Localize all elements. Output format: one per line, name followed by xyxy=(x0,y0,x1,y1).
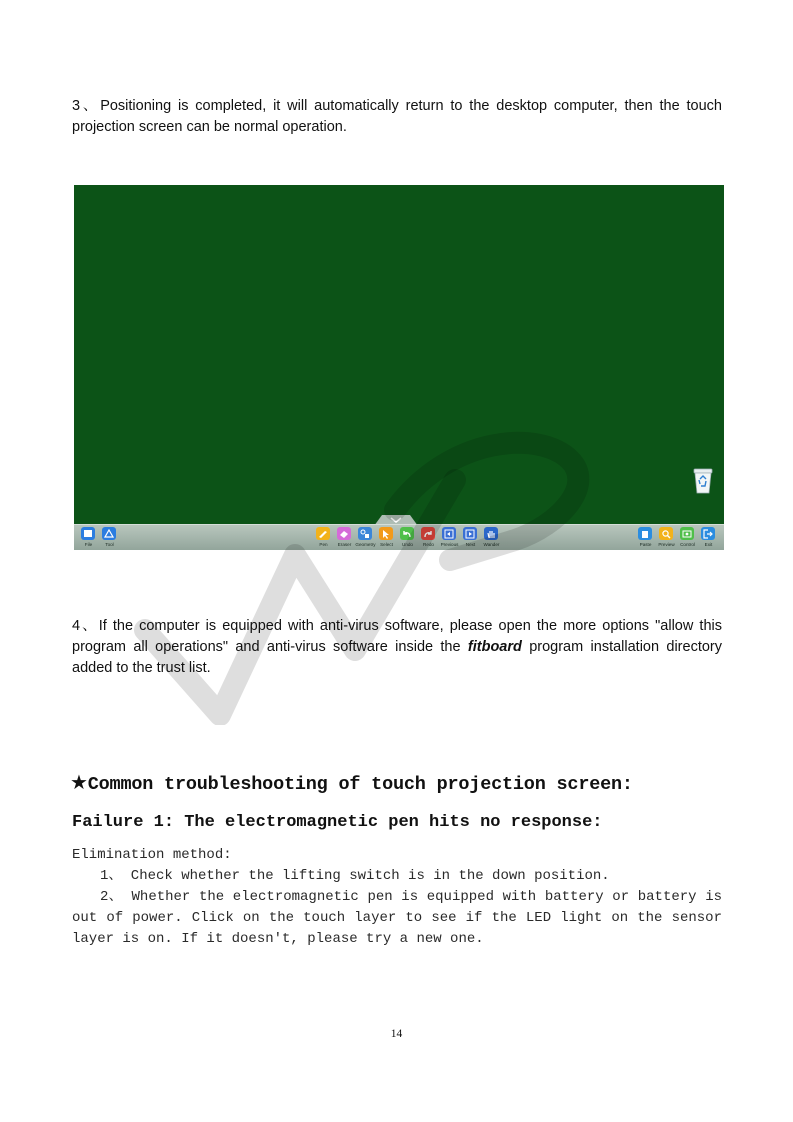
toolbar-button-label: Select xyxy=(380,542,393,547)
toolbar-button-label: Tool xyxy=(105,542,114,547)
step-4-text-before: 4、If the computer is equipped with anti-virus software, please open the more options "allow this program all operations" and anti-virus software inside the xyxy=(72,618,722,655)
toolbar-button-label: Redo xyxy=(423,542,434,547)
next-icon xyxy=(463,527,477,540)
toolbar-button-label: Wander xyxy=(483,542,500,547)
toolbar-button-label: Exit xyxy=(704,542,713,547)
fitboard-brand: fitboard xyxy=(467,639,522,655)
eraser-icon xyxy=(337,527,351,540)
preview-icon xyxy=(659,527,673,540)
step-4-text-after: program installation directory added to the trust list. xyxy=(72,639,722,676)
select-icon xyxy=(379,527,393,540)
step-3-paragraph: 3、Positioning is completed, it will automatically return to the desktop computer, then the touch projection screen can be normal operation. xyxy=(72,98,722,135)
toolbar-button-label: File xyxy=(84,542,93,547)
desktop-screenshot xyxy=(74,185,724,550)
step-4-paragraph xyxy=(72,616,722,679)
whiteboard-toolbar xyxy=(74,524,724,550)
previous-icon xyxy=(442,527,456,540)
hand-icon xyxy=(484,527,498,540)
geometry-icon xyxy=(358,527,372,540)
toolbar-button-label: Pen xyxy=(319,542,328,547)
toolbar-button-label: Undo xyxy=(402,542,413,547)
toolbar-right-group xyxy=(635,525,719,550)
toolbar-button-label: Previous xyxy=(440,542,459,547)
star-icon: ★ xyxy=(70,770,88,794)
toolbar-button-label: Paste xyxy=(639,542,652,547)
file-icon xyxy=(81,527,95,540)
toolbar-button-wander[interactable] xyxy=(481,525,502,550)
toolbar-center-group xyxy=(313,525,502,550)
toolbar-left-group xyxy=(78,525,120,550)
toolbar-button-exit[interactable] xyxy=(698,525,719,550)
elimination-step-1: 1、 Check whether the lifting switch is in the down position. xyxy=(100,868,610,884)
page-number: 14 xyxy=(390,1028,403,1040)
pen-icon xyxy=(316,527,330,540)
elimination-method-label: Elimination method: xyxy=(72,847,232,863)
toolbar-button-label: Next xyxy=(465,542,476,547)
paste-icon xyxy=(638,527,652,540)
recycle-bin-icon xyxy=(692,466,714,494)
toolbar-button-label: Control xyxy=(680,542,695,547)
redo-icon xyxy=(421,527,435,540)
toolbar-button-label: Geometry xyxy=(355,542,376,547)
toolbar-button-label: Preview xyxy=(658,542,675,547)
section-heading xyxy=(70,770,633,795)
toolbar-button-label: Eraser xyxy=(337,542,352,547)
section-heading-text: Common troubleshooting of touch projection screen: xyxy=(87,774,633,795)
tool-icon xyxy=(102,527,116,540)
control-icon xyxy=(680,527,694,540)
failure-1-title: Failure 1: The electromagnetic pen hits no response: xyxy=(72,813,603,832)
exit-icon xyxy=(701,527,715,540)
elimination-step-2: 2、 Whether the electromagnetic pen is equipped with battery or battery is out of power. Click on the touch layer to see if the LED light on the sensor layer is on. If it doesn't, please try a new one. xyxy=(72,889,722,947)
undo-icon xyxy=(400,527,414,540)
toolbar-button-tool[interactable] xyxy=(99,525,120,550)
